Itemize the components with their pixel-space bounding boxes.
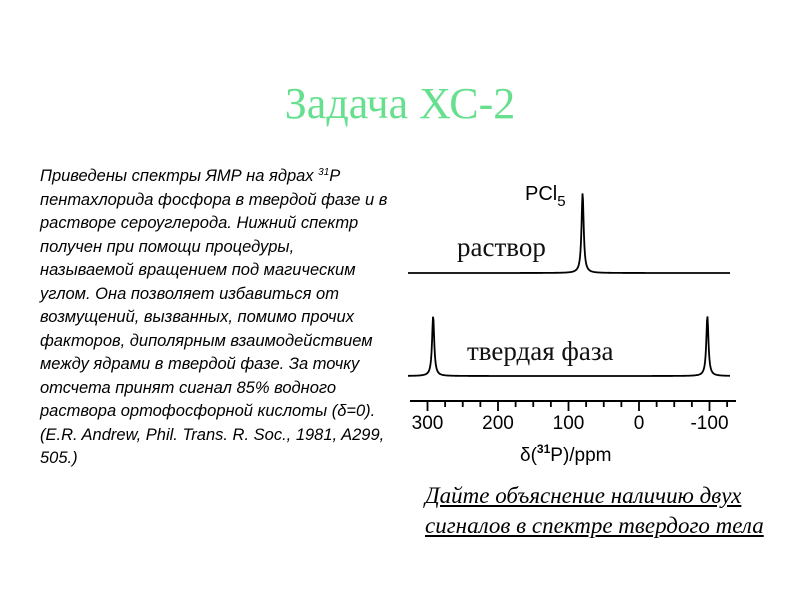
axis-label-superscript: 31	[536, 442, 551, 456]
compound-formula: PCl	[525, 183, 558, 205]
description-part-1: Приведены спектры ЯМР на ядрах	[40, 167, 319, 185]
compound-subscript: 5	[557, 193, 566, 210]
solid-phase-label: твердая фаза	[467, 336, 614, 366]
solution-label: раствор	[457, 232, 546, 262]
x-axis-label	[520, 442, 612, 466]
description-part-2: Р пентахлорида фосфора в твердой фазе и в растворе сероуглерода. Нижний спектр получен при помощи процедуры, называемой вращением под магическим углом. Она позволяет избавиться от возмущений, вызванных, помимо прочих факторов, диполярным взаимодействием между ядрами в твердой фазе. За точку отсчета принят сигнал 85% водного раствора ортофосфорной кислоты (	[40, 167, 388, 420]
axis-label-suffix: P)/ppm	[550, 445, 612, 466]
axis-label-prefix: δ(	[520, 445, 537, 466]
isotope-superscript: 31	[318, 167, 330, 178]
compound-label	[525, 183, 566, 210]
slide-title: Задача ХС-2	[284, 79, 516, 128]
delta-symbol: δ	[337, 402, 347, 420]
description-part-3: =0). (E.R. Andrew, Phil. Trans. R. Soc., 1981, A299, 505.)	[40, 402, 385, 467]
question-text: Дайте объяснение наличию двух сигналов в спектре твердого тела	[425, 483, 764, 538]
x-tick-label: -100	[690, 413, 729, 434]
x-tick-label: 300	[411, 413, 444, 434]
nmr-spectrum-figure	[400, 170, 750, 470]
description-text	[40, 165, 390, 471]
x-tick-label: 0	[633, 413, 645, 434]
x-tick-label: 200	[482, 413, 514, 434]
x-tick-label: 100	[552, 413, 585, 434]
